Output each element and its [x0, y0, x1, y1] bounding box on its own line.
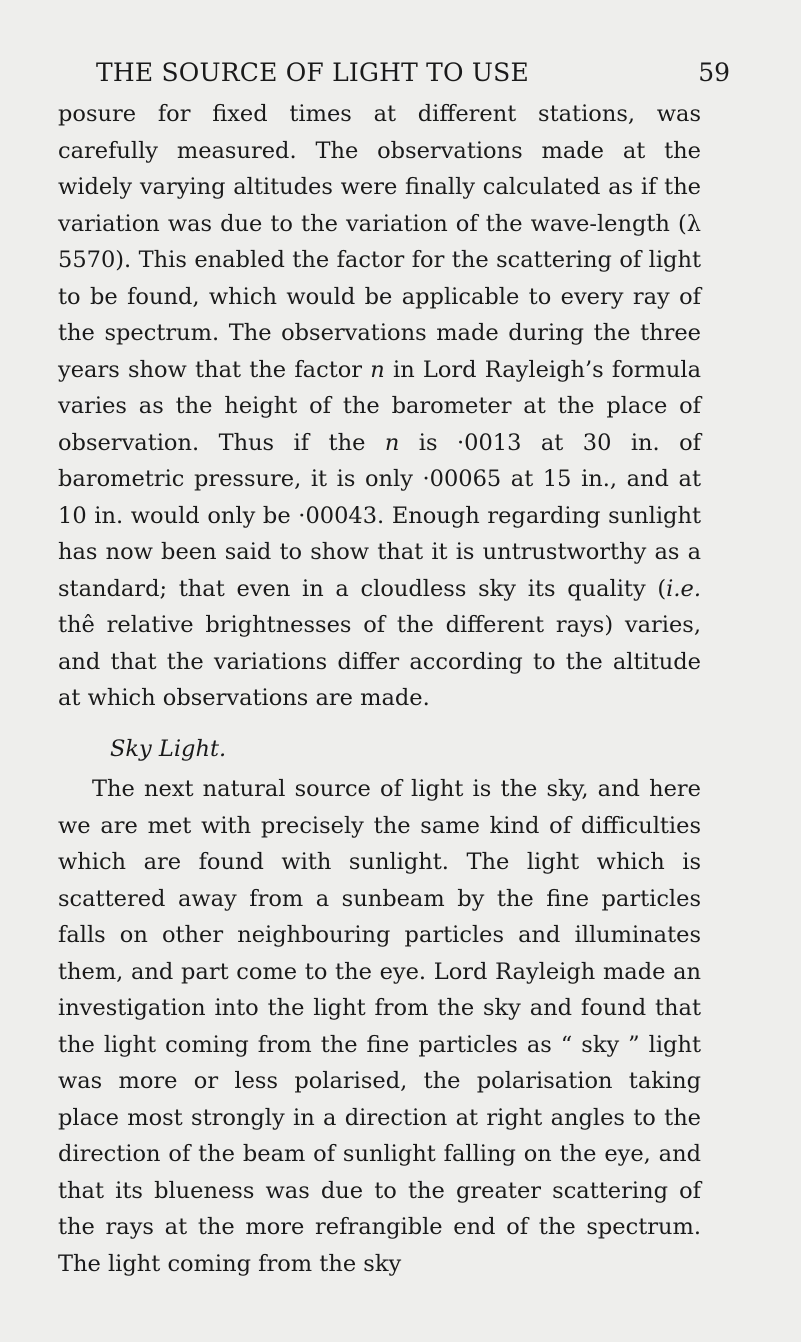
variable-n: n — [384, 429, 400, 456]
paragraph-continued — [58, 96, 701, 717]
abbreviation-ie: i.e. — [666, 575, 701, 602]
paragraph-1-part-d: thê relative brightnesses of the different rays) varies, and that the variations differ according to the altitude at which observations are made. — [58, 612, 701, 711]
paragraph-1-part-c: is ·0013 at 30 in. of barometric pressure, it is only ·00065 at 15 in., and at 10 in. would only be ·00043. Enough regarding sunlight has now been said to show that it is untrustworthy as a standard; that even in a cloudless sky its quality ( — [58, 429, 702, 602]
page-body — [58, 96, 701, 1282]
page-header — [96, 58, 730, 98]
paragraph-1-part-b: in Lord Rayleigh’s formula varies as the height of the barometer at the place of observation. Thus if the — [58, 356, 701, 456]
variable-n: n — [370, 356, 385, 383]
paragraph-sky-light: The next natural source of light is the sky, and here we are met with precisely the same kind of difficulties which are found with sunlight. The light which is scattered away from a sunbeam by the fine particles falls on other neighbouring particles and illuminates them, and part come to the eye. Lord Rayleigh made an investigation into the light from the sky and found that the light coming from the fine particles as “ sky ” light was more or less polarised, the polarisation taking place most strongly in a direction at right angles to the direction of the beam of sunlight falling on the eye, and that its blueness was due to the greater scattering of the rays at the more refrangible end of the spectrum. The light coming from the sky — [58, 776, 701, 1277]
section-heading-sky-light: Sky Light. — [110, 735, 227, 762]
page-number: 59 — [698, 58, 730, 87]
running-title: THE SOURCE OF LIGHT TO USE — [96, 58, 529, 87]
paragraph-1-part-a: posure for fixed times at different stations, was carefully measured. The observations made at the widely varying altitudes were finally calculated as if the variation was due to the variation of the wave-length (λ 5570). This enabled the factor for the scattering of light to be found, which would be applicable to every ray of the spectrum. The observations made during the three years show that the factor — [58, 101, 701, 383]
